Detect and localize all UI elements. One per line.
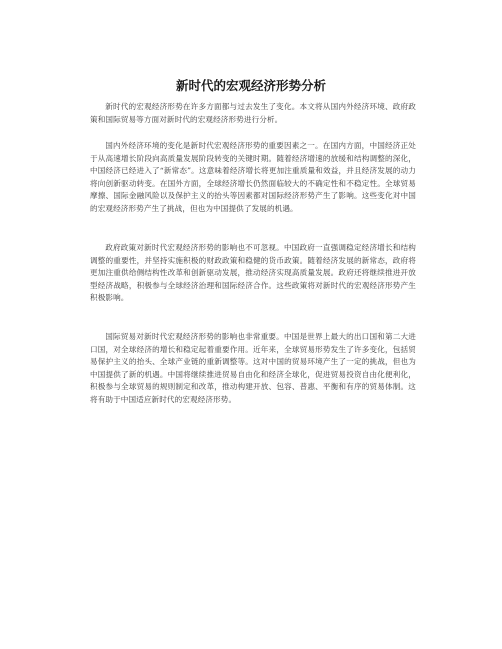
document-title: 新时代的宏观经济形势分析: [175, 78, 326, 93]
paragraph-policy: 政府政策对新时代宏观经济形势的影响也不可忽视。中国政府一直强调稳定经济增长和结构调整的重要性，并坚持实施积极的财政政策和稳健的货币政策。随着经济发展的新常态，政府将更加注重供给侧结构性改革和创新驱动发展，推动经济实现高质量发展。政府还将继续推进开放型经济战略，积极参与全球经济治理和国际经济合作。这些政策将对新时代的宏观经济形势产生积极影响。: [90, 243, 416, 303]
paragraph-environment: 国内外经济环境的变化是新时代宏观经济形势的重要因素之一。在国内方面，中国经济正处于从高速增长阶段向高质量发展阶段转变的关键时期。随着经济增速的放缓和结构调整的深化，中国经济已经进入了“新常态”。这意味着经济增长将更加注重质量和效益，并且经济发展的动力将向创新驱动转变。在国外方面，全球经济增长仍然面临较大的不确定性和不稳定性。全球贸易摩擦、国际金融风险以及保护主义的抬头等因素都对国际经济形势产生了影响。这些变化对中国的宏观经济形势产生了挑战，但也为中国提供了发展的机遇。: [90, 141, 416, 213]
paragraph-intro: 新时代的宏观经济形势在许多方面都与过去发生了变化。本文将从国内外经济环境、政府政策和国际贸易等方面对新时代的宏观经济形势进行分析。: [90, 102, 416, 124]
paragraph-trade: 国际贸易对新时代宏观经济形势的影响也非常重要。中国是世界上最大的出口国和第二大进口国，对全球经济的增长和稳定起着重要作用。近年来，全球贸易形势发生了许多变化，包括贸易保护主义的抬头、全球产业链的重新调整等。这对中国的贸易环境产生了一定的挑战，但也为中国提供了新的机遇。中国将继续推进贸易自由化和经济全球化，促进贸易投资自由化便利化，积极参与全球贸易的规则制定和改革，推动构建开放、包容、普惠、平衡和有序的贸易体制。这将有助于中国适应新时代的宏观经济形势。: [90, 332, 416, 404]
